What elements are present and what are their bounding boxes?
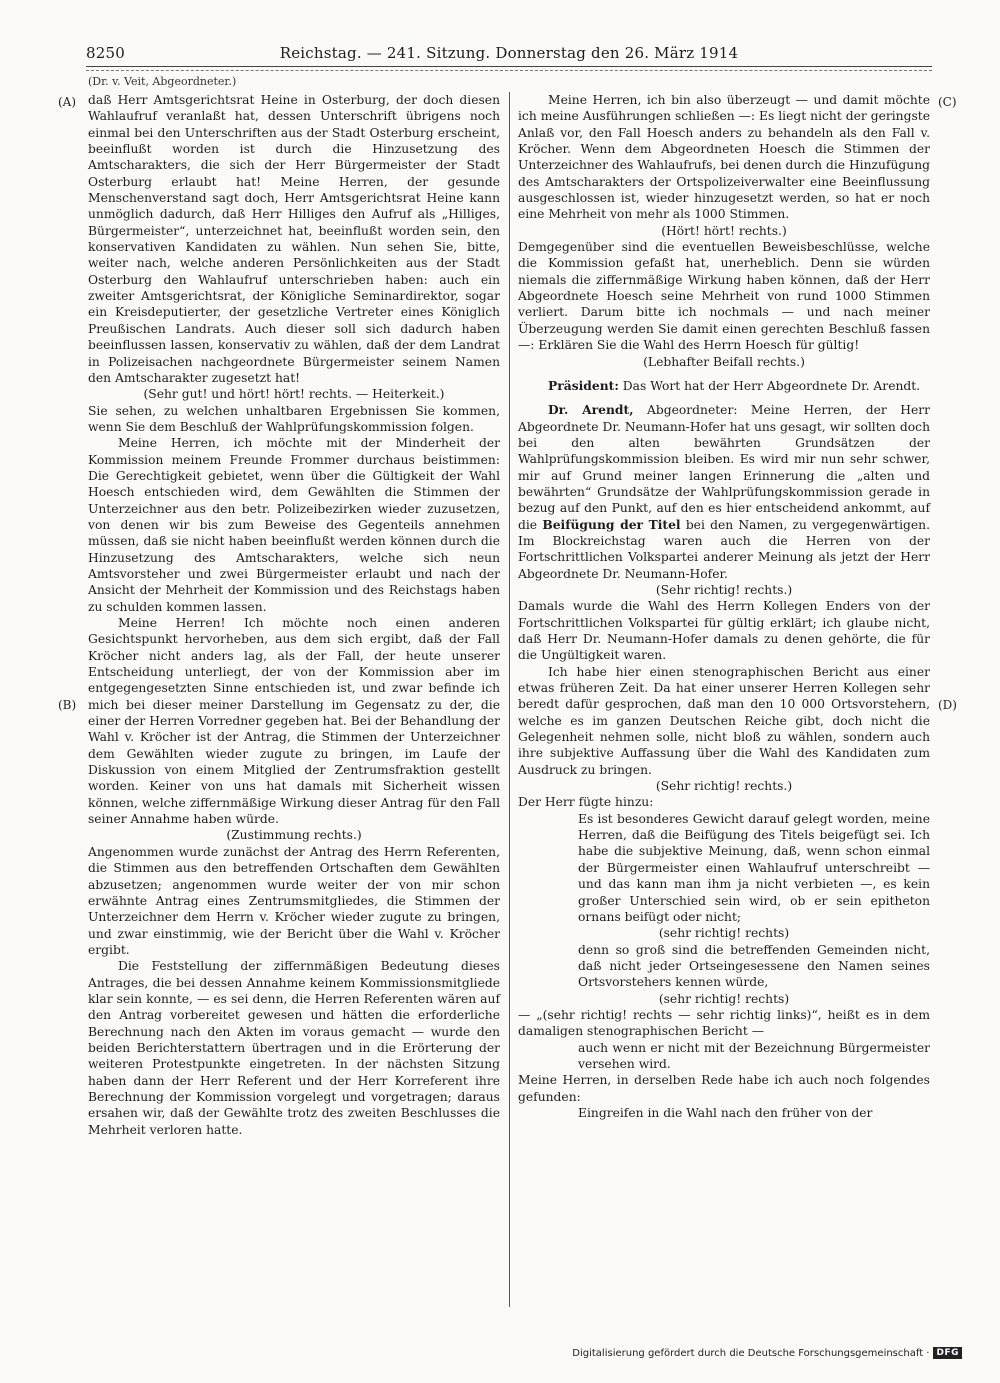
paragraph: Der Herr fügte hinzu: (518, 795, 654, 810)
interjection: (sehr richtig! rechts) (658, 926, 790, 941)
emphasis: Beifügung der Titel (542, 516, 681, 532)
margin-mark-c: (C) (938, 95, 957, 109)
quotation: Eingreifen in die Wahl nach den früher von der (578, 1105, 873, 1120)
interjection: (Hört! hört! rechts.) (661, 223, 787, 238)
paragraph: Ich habe hier einen stenographischen Bericht aus einer etwas früheren Zeit. Da hat einer unserer Herren Kollegen sehr beredt dafür gesprochen, daß man den 10 000 Ortsvorstehern, welche es im ganzen Deutschen Reiche gibt, doch nicht die Gelegenheit nehmen solle, nicht bloß zu wählen, sondern auch ihre subjektive Auffassung über die Wahl des Kandidaten zum Ausdruck zu bringen. (518, 664, 930, 777)
speaker-turn (518, 402, 930, 582)
left-column (88, 75, 500, 1138)
paragraph: Die Feststellung der ziffernmäßigen Bedeutung dieses Antrages, die bei dessen Annahme keinem Kommissionsmitgliede klar sein konnte, — es sei denn, die Herren Referenten wären auf den Antrag vorbereitet gewesen und hätten die erforderliche Berechnung nach den Akten im voraus gemacht — wurde den beiden Berichterstattern übertragen und in die Erörterung der weiteren Protestpunkte eingetreten. In der nächsten Sitzung haben dann der Herr Referent und der Herr Korreferent ihre Berechnung der Kommission vorgelegt und vorgetragen; daraus ersahen wir, daß der Gewählte trotz des zweiten Beschlusses die Mehrheit verloren hatte. (88, 959, 500, 1137)
speaker-reference: (Dr. v. Veit, Abgeordneter.) (88, 75, 237, 88)
speaker-text: Das Wort hat der Herr Abgeordnete Dr. Arendt. (622, 378, 921, 393)
speaker-turn (518, 378, 930, 394)
paragraph: Meine Herren, ich bin also überzeugt — und damit möchte ich meine Ausführungen schließen —: Es liegt nicht der geringste Anlaß vor, den Fall Hoesch anders zu behandeln als den Fall v. Kröcher. Wenn dem Abgeordneten Hoesch die Stimmen der Unterzeichner des Wahlaufrufs, bei denen durch die Hinzufügung des Amtscharakters der Ortspolizeiverwalter eine Beeinflussung ausgeschlossen ist, wieder hinzugesetzt werden, so hat er noch eine Mehrheit von mehr als 1000 Stimmen. (518, 93, 930, 222)
paragraph: Meine Herren! Ich möchte noch einen anderen Gesichtspunkt hervorheben, aus dem sich ergibt, daß der Fall Kröcher nicht anders lag, als der Fall, der heute unserer Entscheidung unterliegt, der von der Kommission aber im entgegengesetzten Sinne entschieden ist, und zwar befinde ich mich bei dieser meiner Darstellung im Gegensatz zu der, die einer der Herren Vorredner gegeben hat. Bei der Behandlung der Wahl v. Kröcher ist der Antrag, die Stimmen der Unterzeichner dem Gewählten wieder zugute zu bringen, im Laufe der Diskussion von einem Mitglied der Zentrumsfraktion gestellt worden. Keiner von uns hat damals mit Sicherheit wissen können, welche ziffernmäßige Wirkung dieser Antrag für den Fall seiner Annahme haben würde. (88, 616, 500, 827)
digitization-footer (572, 1347, 962, 1359)
header-rule (86, 66, 932, 67)
page-number: 8250 (86, 44, 125, 62)
running-title: Reichstag. — 241. Sitzung. Donnerstag den 26. März 1914 (279, 44, 739, 62)
interjection: (Sehr gut! und hört! hört! rechts. — Heiterkeit.) (143, 387, 445, 402)
paragraph: Angenommen wurde zunächst der Antrag des Herrn Referenten, die Stimmen aus den betreffenden Ortschaften dem Gewählten abzusetzen; angenommen wurde weiter der von mir schon erwähnte Antrag eines Zentrumsmitgliedes, die Stimmen der Unterzeichner dem Herrn v. Kröcher wieder zugute zu bringen, und zwar einstimmig, wie der Bericht über die Wahl v. Kröcher ergibt. (88, 844, 500, 957)
quotation: denn so groß sind die betreffenden Gemeinden nicht, daß nicht jeder Ortseingesessene den Namen seines Ortsvorstehers kennen würde, (578, 942, 930, 990)
quotation: auch wenn er nicht mit der Bezeichnung Bürgermeister versehen wird. (578, 1040, 930, 1071)
paragraph: Meine Herren, in derselben Rede habe ich auch noch folgendes gefunden: (518, 1073, 930, 1104)
header-rule-dashed (86, 70, 932, 71)
speaker-text: Abgeordneter: Meine Herren, der Herr Abgeordnete Dr. Neumann-Hofer hat uns gesagt, wir sollten doch bei den alten bewährten Grundsätzen der Wahlprüfungskommission bleiben. Es wird mir nun sehr schwer, mir auf Grund meiner langen Erinnerung die „alten und bewährten“ Grundsätze der Wahlprüfungskommission gerade in bezug auf den Punkt, auf den es hier entscheidend ankommt, auf die (518, 403, 930, 532)
interjection: (Zustimmung rechts.) (226, 828, 362, 843)
page-header (86, 44, 932, 68)
margin-mark-a: (A) (58, 95, 77, 109)
interjection: (Lebhafter Beifall rechts.) (643, 354, 805, 369)
footer-text: Digitalisierung gefördert durch die Deutsche Forschungsgemeinschaft · (572, 1347, 930, 1359)
paragraph: daß Herr Amtsgerichtsrat Heine in Osterburg, der doch diesen Wahlaufruf veranlaßt hat, dessen Unterschrift übrigens noch einmal bei den Unterschriften aus der Stadt Osterburg erscheint, beeinflußt worden ist durch die Hinzusetzung des Amtscharakters, die sich der Herr Bürgermeister der Stadt Osterburg erlaubt hat! Meine Herren, der gesunde Menschenverstand sagt doch, Herr Amtsgerichtsrat Heine kann unmöglich dadurch, daß Herr Hilliges den Aufruf als „Hilliges, Bürgermeister“, unterzeichnet hat, beeinflußt worden sein, den konservativen Kandidaten zu wählen. Nun sehen Sie, bitte, weiter nach, welche anderen Persönlichkeiten aus der Stadt Osterburg den Wahlaufruf unterschrieben haben: auch ein zweiter Amtsgerichtsrat, der Königliche Seminardirektor, sogar ein Kreisdeputierter, der gesetzliche Vertreter eines Königlich Preußischen Landrats. Auch dieser soll sich dadurch haben beeinflussen lassen, konservativ zu wählen, daß der dem Landrat in Polizeisachen nachgeordnete Bürgermeister seinem Namen den Amtscharakter zugesetzt hat! (88, 93, 500, 385)
paragraph: Meine Herren, ich möchte mit der Minderheit der Kommission meinem Freunde Frommer durchaus beistimmen: Die Gerechtigkeit gebietet, wenn über die Gültigkeit der Wahl Hoesch entschieden wird, dem Gewählten die Stimmen der Unterzeichner aus den betr. Polizeibezirken wieder zuzusetzen, von denen wir bis zum Beweise des Gegenteils annehmen müssen, daß sie nicht haben beeinflußt werden können durch die Hinzusetzung des Amtscharakters, welche sich neun Amtsvorsteher und zwei Bürgermeister erlaubt und nach der Ansicht der Mehrheit der Kommission und des Reichstags haben zu schulden kommen lassen. (88, 436, 500, 614)
quotation: Es ist besonderes Gewicht darauf gelegt worden, meine Herren, daß die Beifügung des Titels beigefügt sei. Ich habe die subjektive Meinung, daß, wenn schon einmal der Bürgermeister einen Wahlaufruf unterschreibt — und das kann man ihm ja nicht verbieten —, es kein großer Unterschied sein wird, ob er sein epitheton ornans beifügt oder nicht; (578, 811, 930, 924)
margin-mark-d: (D) (938, 698, 957, 712)
interjection: (sehr richtig! rechts) (658, 991, 790, 1006)
dfg-logo: DFG (933, 1347, 962, 1359)
column-divider (509, 92, 510, 1307)
speaker-name: Dr. Arendt, (548, 402, 634, 418)
interjection: (Sehr richtig! rechts.) (655, 582, 793, 597)
paragraph: Demgegenüber sind die eventuellen Beweisbeschlüsse, welche die Kommission gefaßt hat, unerheblich. Denn sie würden niemals die ziffernmäßige Wirkung haben können, daß der Herr Abgeordnete Hoesch seine Mehrheit von rund 1000 Stimmen verliert. Darum bitte ich nochmals — und nach meiner Überzeugung werden Sie damit einen gerechten Beschluß fassen —: Erklären Sie die Wahl des Herrn Hoesch für gültig! (518, 240, 930, 353)
paragraph: — „(sehr richtig! rechts — sehr richtig links)“, heißt es in dem damaligen stenographischen Bericht — (518, 1007, 930, 1039)
speaker-text: bei den Namen, zu vergegenwärtigen. Im Blockreichstag waren auch die Herren von der Fortschrittlichen Volkspartei anderer Meinung als jetzt der Herr Abgeordnete Dr. Neumann-Hofer. (518, 517, 930, 581)
paragraph: Damals wurde die Wahl des Herrn Kollegen Enders von der Fortschrittlichen Volkspartei für gültig erklärt; ich glaube nicht, daß Herr Dr. Neumann-Hofer damals zu denen gehörte, die für die Ungültigkeit waren. (518, 599, 930, 663)
right-column (518, 92, 930, 1121)
speaker-name: Präsident: (548, 377, 619, 393)
paragraph: Sie sehen, zu welchen unhaltbaren Ergebnissen Sie kommen, wenn Sie dem Beschluß der Wahlprüfungskommission folgen. (88, 403, 500, 434)
margin-mark-b: (B) (58, 698, 77, 712)
interjection: (Sehr richtig! rechts.) (655, 779, 793, 794)
